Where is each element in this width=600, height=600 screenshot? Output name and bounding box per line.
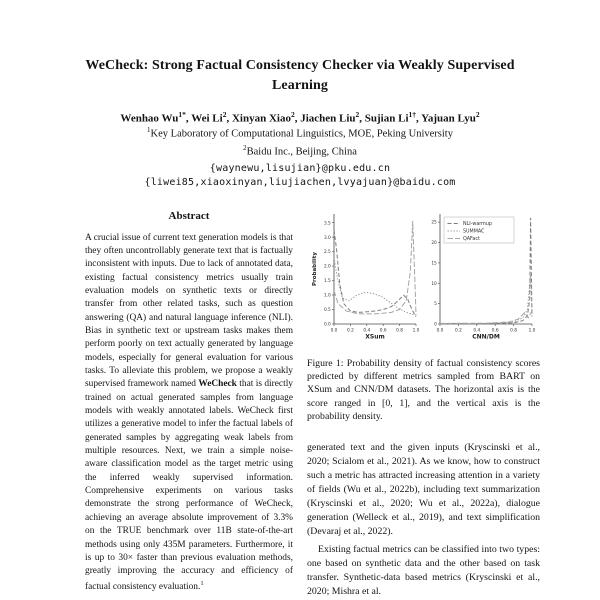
- author-affiliation-marker: 1*: [178, 109, 186, 119]
- svg-text:2.5: 2.5: [323, 249, 331, 255]
- svg-text:NLI-warmup: NLI-warmup: [463, 221, 492, 227]
- affiliation-2-text: Baidu Inc., Beijing, China: [246, 146, 357, 158]
- svg-text:25: 25: [431, 220, 437, 226]
- svg-text:20: 20: [431, 240, 437, 246]
- svg-text:0.2: 0.2: [346, 328, 354, 334]
- svg-text:0.2: 0.2: [454, 328, 462, 334]
- email-block: [0, 162, 600, 191]
- column-left: [80, 208, 298, 594]
- author-name: Jiachen Liu: [300, 112, 356, 125]
- svg-text:5: 5: [434, 301, 437, 307]
- svg-text:10: 10: [431, 281, 437, 287]
- svg-text:1.0: 1.0: [323, 293, 331, 299]
- svg-text:0.4: 0.4: [473, 328, 481, 334]
- svg-text:XSum: XSum: [365, 333, 385, 341]
- svg-text:0: 0: [434, 322, 437, 328]
- affiliation-1-marker: 1: [147, 126, 151, 135]
- svg-text:SUMMAC: SUMMAC: [463, 229, 485, 235]
- svg-text:0.0: 0.0: [323, 322, 331, 328]
- svg-text:0.4: 0.4: [363, 328, 371, 334]
- author-name: Xinyan Xiao: [231, 112, 291, 125]
- two-column-layout: [0, 191, 600, 599]
- column-right: [307, 208, 540, 599]
- author-affiliation-marker: 2: [290, 109, 295, 119]
- email-line-2: {liwei85,xiaoxinyan,liujiachen,lvyajuan}@baidu.com: [144, 177, 456, 189]
- svg-text:2.0: 2.0: [323, 264, 331, 270]
- svg-text:0.6: 0.6: [491, 328, 499, 334]
- figure-1: [307, 208, 540, 350]
- svg-text:1.5: 1.5: [323, 278, 331, 284]
- affiliation-2: [0, 144, 600, 160]
- footnote-marker: 1: [200, 579, 204, 587]
- svg-text:15: 15: [431, 261, 437, 267]
- abstract-part-1: A crucial issue of current text generation models is that they often uncontrollably generate text that is factually inconsistent with inputs. Due to lack of annotated data, existing factual consistency metrics usually train evaluation models on synthetic texts or directly transfer from other related tasks, such as question answering (QA) and natural language inference (NLI). Bias in synthetic text or upstream tasks makes them perform poorly on text actually generated by language models, especially for general evaluation for various tasks. To alleviate this problem, we propose a weakly supervised framework named: [85, 232, 293, 390]
- figure-1-caption: Figure 1: Probability density of factual consistency scores predicted by different metrics sampled from BART on XSum and CNN/DM datasets. The horizontal axis is the score ranged in [0, 1], and the vertical axis is the probability density.: [307, 357, 540, 423]
- body-paragraph-1: generated text and the given inputs (Kryscinski et al., 2020; Scialom et al., 2021). As we know, how to construct such a metric has attracted increasing attention in a variety of fields (Wu et al., 2022b), including text summarization (Kryscinski et al., 2020; Wu et al., 2022a), dialogue generation (Welleck et al., 2019), and text simplification (Devaraj et al., 2022).: [307, 441, 540, 537]
- abstract-text: [80, 232, 298, 594]
- figure-1-density-plots: [307, 208, 540, 350]
- abstract-part-2: that is directly trained on actual generated samples from language models with weakly annotated labels. WeCheck first utilizes a generative model to infer the factual labels of generated samples by aggregating weak labels from multiple resources. Next, we train a simple noise-aware classification model as the target metric using the inferred weakly supervised information. Comprehensive experiments on various tasks demonstrate the strong performance of WeCheck, achieving an average absolute improvement of 3.3% on the TRUE benchmark over 11B state-of-the-art methods using only 435M parameters. Furthermore, it is up to 30× faster than previous evaluation methods, greatly improving the accuracy and efficiency of factual consistency evaluation.: [85, 379, 293, 592]
- svg-text:0.0: 0.0: [330, 328, 338, 334]
- author-affiliation-marker: 1†: [408, 109, 416, 119]
- abstract-bold-wecheck: WeCheck: [198, 379, 237, 390]
- abstract-heading: Abstract: [168, 209, 210, 222]
- svg-text:3.0: 3.0: [323, 235, 331, 241]
- svg-text:1.0: 1.0: [528, 328, 536, 334]
- author-affiliation-marker: 2: [222, 109, 227, 119]
- svg-text:0.0: 0.0: [436, 328, 444, 334]
- author-name: Wei Li: [191, 112, 223, 125]
- title-block: [0, 0, 600, 97]
- svg-text:CNN/DM: CNN/DM: [472, 333, 500, 341]
- svg-text:1.0: 1.0: [412, 328, 420, 334]
- email-line-1: {waynewu,lisujian}@pku.edu.cn: [209, 162, 391, 174]
- paper-title: WeCheck: Strong Factual Consistency Checker via Weakly Supervised Learning: [85, 58, 515, 94]
- authors-line: Wenhao $Wu^{1*}$, Wei Li$^2$, Xinyan Xiao$^2$, Jiachen Liu$^2$, Sujian $Li^{1\dagger}$, Yajuan Lyu$^2$: [120, 109, 480, 125]
- svg-text:0.8: 0.8: [396, 328, 404, 334]
- svg-text:Probability: Probability: [312, 251, 318, 286]
- author-name: Sujian Li: [364, 112, 409, 125]
- affiliation-1-text: Key Laboratory of Computational Linguistics, MOE, Peking University: [150, 128, 453, 140]
- svg-text:0.6: 0.6: [379, 328, 387, 334]
- affiliation-2-marker: 2: [243, 143, 247, 152]
- author-name: Wenhao Wu: [120, 112, 179, 125]
- svg-text:0.5: 0.5: [323, 307, 331, 313]
- svg-text:0.8: 0.8: [510, 328, 518, 334]
- svg-text:QAFact: QAFact: [463, 236, 480, 242]
- author-affiliation-marker: 2: [355, 109, 360, 119]
- svg-text:3.5: 3.5: [323, 220, 331, 226]
- body-paragraph-2: Existing factual metrics can be classified into two types: one based on synthetic data and the other based on task transfer. Synthetic-data based metrics (Kryscinski et al., 2020; Mishra et al.: [307, 543, 540, 597]
- author-affiliation-marker: 2: [475, 109, 480, 119]
- author-name: Yajuan Lyu: [421, 112, 476, 125]
- affiliation-1: [0, 126, 600, 142]
